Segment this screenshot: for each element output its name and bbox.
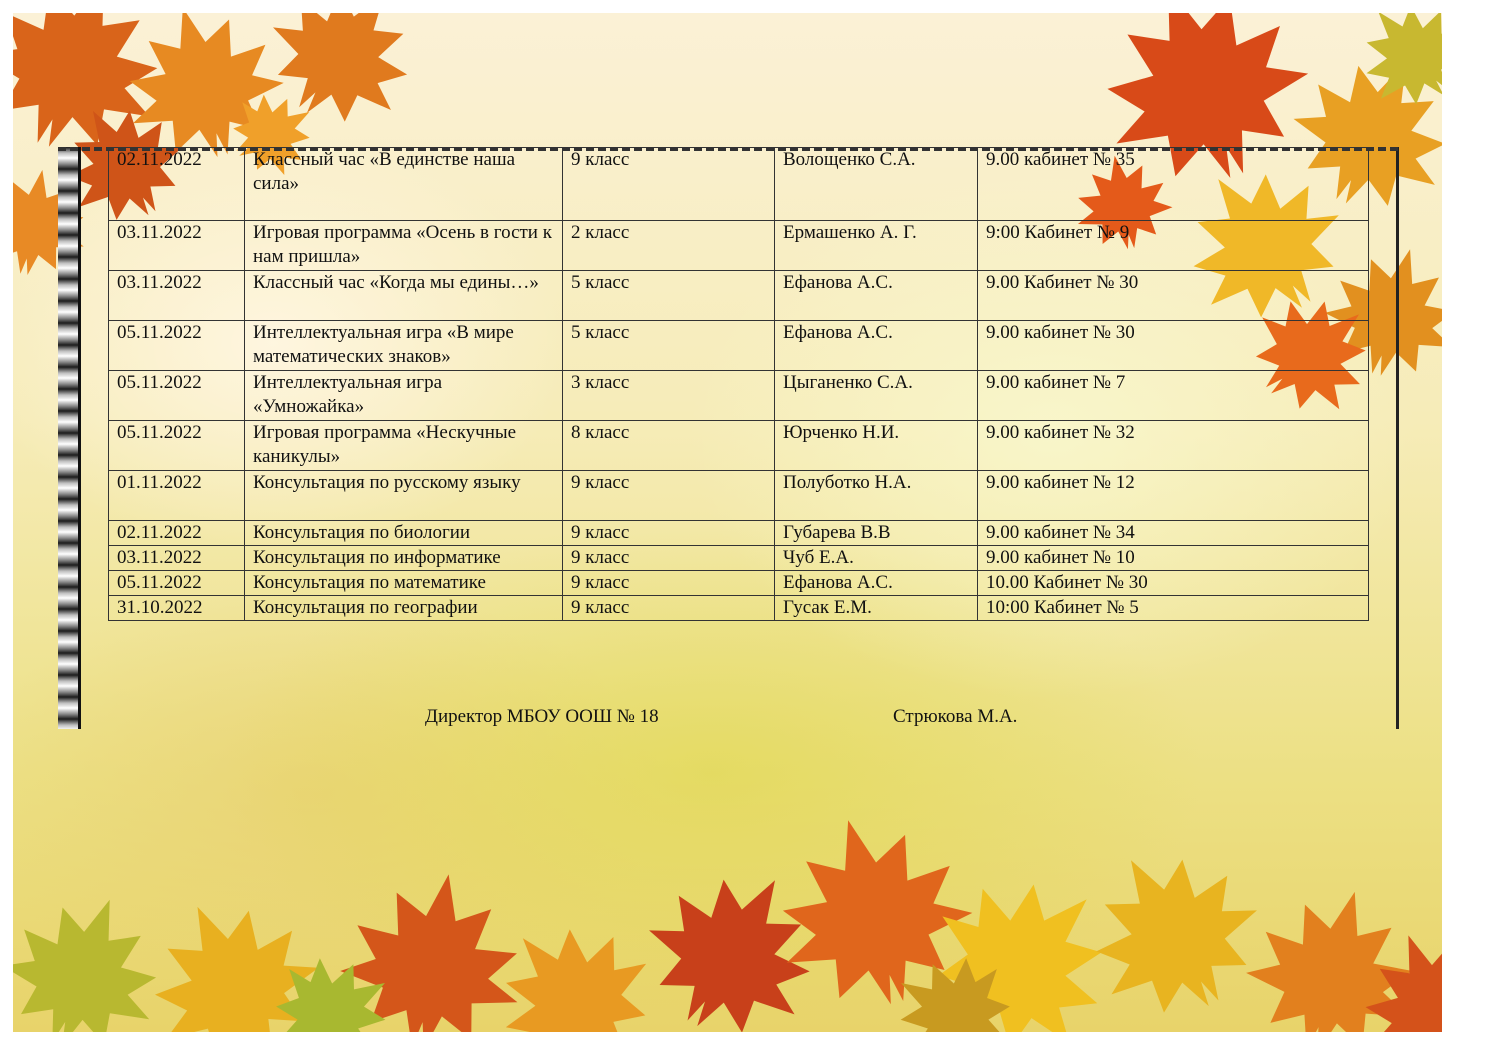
event-cell: Интеллектуальная игра «Умножайка» bbox=[245, 371, 563, 421]
place-cell: 9.00 Кабинет № 30 bbox=[978, 271, 1369, 321]
table-row bbox=[109, 546, 1369, 571]
teacher-cell: Волощенко С.А. bbox=[775, 148, 978, 221]
table-row bbox=[109, 421, 1369, 471]
date-cell: 05.11.2022 bbox=[109, 571, 245, 596]
place-cell: 10:00 Кабинет № 5 bbox=[978, 596, 1369, 621]
teacher-cell: Чуб Е.А. bbox=[775, 546, 978, 571]
event-cell: Классный час «Когда мы едины…» bbox=[245, 271, 563, 321]
table-row bbox=[109, 271, 1369, 321]
right-border-rule bbox=[1396, 147, 1399, 729]
event-cell: Классный час «В единстве наша сила» bbox=[245, 148, 563, 221]
table-row bbox=[109, 471, 1369, 521]
teacher-cell: Полуботко Н.А. bbox=[775, 471, 978, 521]
grade-cell: 9 класс bbox=[563, 471, 775, 521]
table-row bbox=[109, 148, 1369, 221]
place-cell: 9:00 Кабинет № 9 bbox=[978, 221, 1369, 271]
grade-cell: 3 класс bbox=[563, 371, 775, 421]
date-cell: 05.11.2022 bbox=[109, 421, 245, 471]
place-cell: 9.00 кабинет № 12 bbox=[978, 471, 1369, 521]
place-cell: 9.00 кабинет № 7 bbox=[978, 371, 1369, 421]
place-cell: 10.00 Кабинет № 30 bbox=[978, 571, 1369, 596]
teacher-cell: Губарева В.В bbox=[775, 521, 978, 546]
grade-cell: 9 класс bbox=[563, 596, 775, 621]
event-cell: Консультация по биологии bbox=[245, 521, 563, 546]
grade-cell: 9 класс bbox=[563, 571, 775, 596]
date-cell: 05.11.2022 bbox=[109, 321, 245, 371]
teacher-cell: Ефанова А.С. bbox=[775, 271, 978, 321]
events-table bbox=[108, 147, 1369, 621]
director-position: Директор МБОУ ООШ № 18 bbox=[425, 706, 659, 727]
teacher-cell: Ермашенко А. Г. bbox=[775, 221, 978, 271]
event-cell: Интеллектуальная игра «В мире математических знаков» bbox=[245, 321, 563, 371]
table-row bbox=[109, 521, 1369, 546]
table-row bbox=[109, 596, 1369, 621]
date-cell: 31.10.2022 bbox=[109, 596, 245, 621]
event-cell: Игровая программа «Нескучные каникулы» bbox=[245, 421, 563, 471]
teacher-cell: Ефанова А.С. bbox=[775, 321, 978, 371]
director-name: Стрюкова М.А. bbox=[893, 706, 1018, 727]
teacher-cell: Юрченко Н.И. bbox=[775, 421, 978, 471]
event-cell: Консультация по информатике bbox=[245, 546, 563, 571]
place-cell: 9.00 кабинет № 35 bbox=[978, 148, 1369, 221]
grade-cell: 5 класс bbox=[563, 321, 775, 371]
teacher-cell: Гусак Е.М. bbox=[775, 596, 978, 621]
page-background bbox=[13, 13, 1442, 1032]
event-cell: Консультация по математике bbox=[245, 571, 563, 596]
date-cell: 05.11.2022 bbox=[109, 371, 245, 421]
grade-cell: 8 класс bbox=[563, 421, 775, 471]
place-cell: 9.00 кабинет № 10 bbox=[978, 546, 1369, 571]
date-cell: 02.11.2022 bbox=[109, 521, 245, 546]
teacher-cell: Ефанова А.С. bbox=[775, 571, 978, 596]
date-cell: 03.11.2022 bbox=[109, 546, 245, 571]
teacher-cell: Цыганенко С.А. bbox=[775, 371, 978, 421]
date-cell: 03.11.2022 bbox=[109, 221, 245, 271]
spiral-binding bbox=[58, 147, 81, 729]
place-cell: 9.00 кабинет № 34 bbox=[978, 521, 1369, 546]
grade-cell: 9 класс bbox=[563, 148, 775, 221]
event-cell: Игровая программа «Осень в гости к нам пришла» bbox=[245, 221, 563, 271]
table-row bbox=[109, 571, 1369, 596]
event-cell: Консультация по русскому языку bbox=[245, 471, 563, 521]
grade-cell: 9 класс bbox=[563, 521, 775, 546]
grade-cell: 5 класс bbox=[563, 271, 775, 321]
grade-cell: 2 класс bbox=[563, 221, 775, 271]
table-row bbox=[109, 321, 1369, 371]
place-cell: 9.00 кабинет № 32 bbox=[978, 421, 1369, 471]
date-cell: 01.11.2022 bbox=[109, 471, 245, 521]
date-cell: 02.11.2022 bbox=[109, 148, 245, 221]
table-row bbox=[109, 371, 1369, 421]
event-cell: Консультация по географии bbox=[245, 596, 563, 621]
table-row bbox=[109, 221, 1369, 271]
place-cell: 9.00 кабинет № 30 bbox=[978, 321, 1369, 371]
date-cell: 03.11.2022 bbox=[109, 271, 245, 321]
grade-cell: 9 класс bbox=[563, 546, 775, 571]
